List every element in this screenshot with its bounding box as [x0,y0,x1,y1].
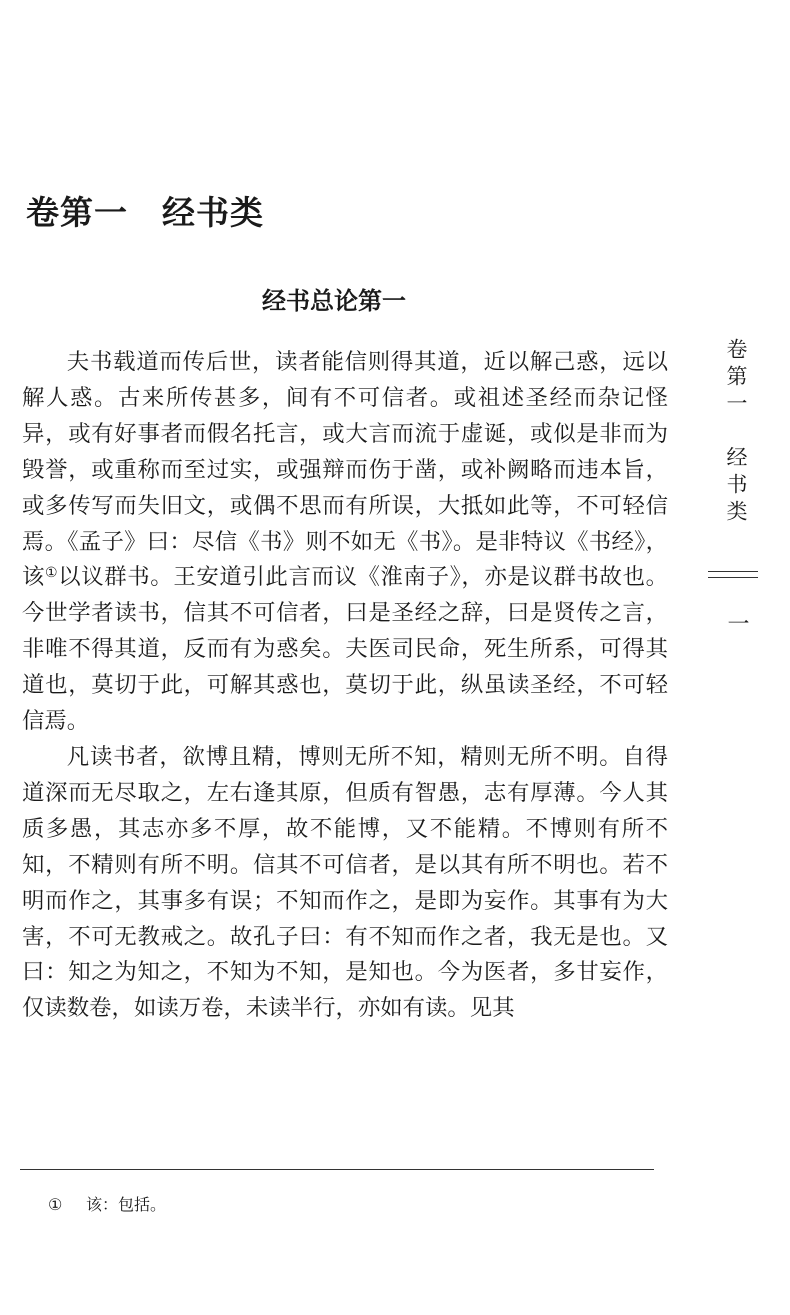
main-body-text [22,345,668,1027]
body-paragraph-2: 凡读书者，欲博且精，博则无所不知，精则无所不明。自得道深而无尽取之，左右逢其原，但质有智愚，志有厚薄。今人其质多愚，其志亦多不厚，故不能博，又不能精。不博则有所不知，不精则有所不明。信其不可信者，是以其有所不明也。若不明而作之，其事多有误；不知而作之，是即为妄作。其事有为大害，不可无教戒之。故孔子曰：有不知而作之者，我无是也。又曰：知之为知之，不知为不知，是知也。今为医者，多甘妄作，仅读数卷，如读万卷，未读半行，亦如有读。见其 [22,743,668,1022]
chapter-title: 卷第一 经书类 [26,193,264,232]
footnote [48,1192,166,1218]
page-number: 一 [724,612,749,634]
footnote-number: ① [48,1195,63,1214]
footnote-text: 该：包括。 [86,1195,167,1214]
footnote-reference-mark: ① [45,565,59,582]
running-head-divider [708,571,758,578]
footnote-divider [20,1169,654,1170]
section-title: 经书总论第一 [262,286,406,315]
running-head: 卷第一 经书类 [724,338,748,527]
paragraph-1-text-a: 夫书载道而传后世，读者能信则得其道，近以解己惑，远以解人惑。古来所传甚多，间有不可信者。或祖述圣经而杂记怪异，或有好事者而假名托言，或大言而流于虚诞，或似是非而为毁誉，或重称而至过实，或强辩而伤于凿，或补阙略而违本旨，或多传写而失旧文，或偶不思而有所误，大抵如此等，不可轻信焉。《孟子》曰：尽信《书》则不如无《书》。是非特议《书经》，该 [22,349,668,591]
paragraph-1-text-b: 以议群书。王安道引此言而议《淮南子》，亦是议群书故也。今世学者读书，信其不可信者，曰是圣经之辞，曰是贤传之言，非唯不得其道，反而有为惑矣。夫医司民命，死生所系，可得其道也，莫切于此，可解其惑也，莫切于此，纵虽读圣经，不可轻信焉。 [22,564,668,735]
body-paragraph-1 [22,345,668,740]
